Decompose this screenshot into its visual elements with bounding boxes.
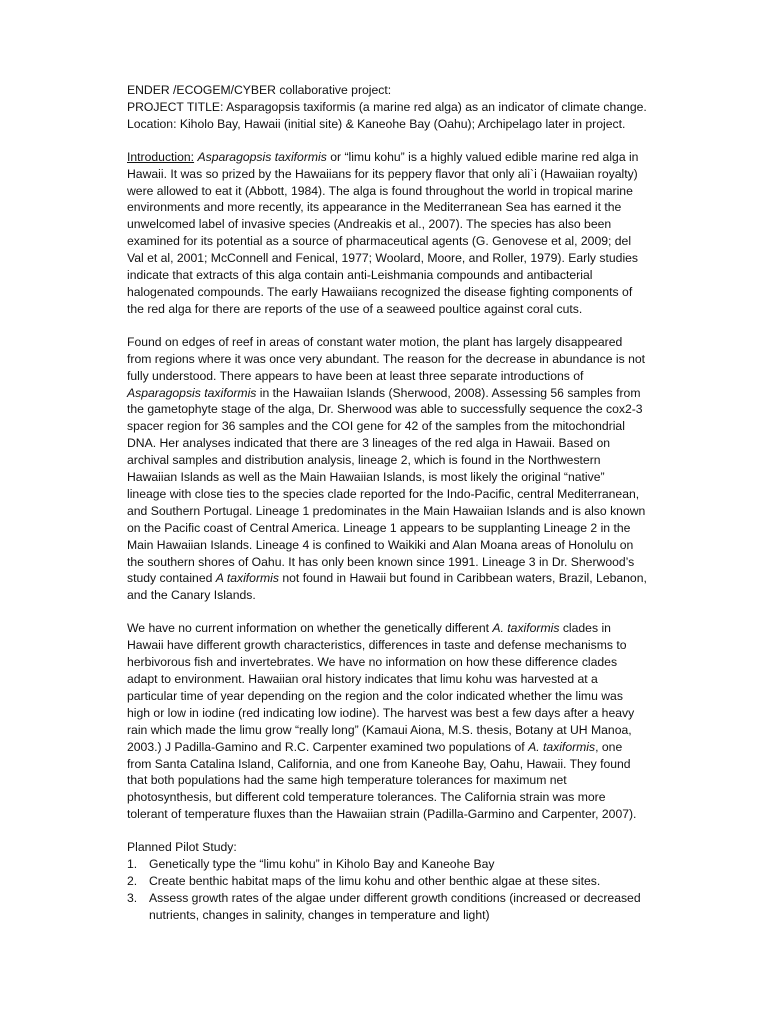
paragraph-text: We have no current information on whether the genetically different — [127, 621, 493, 636]
list-item — [127, 873, 647, 890]
introduction-text: or “limu kohu” is a highly valued edible marine red alga in Hawaii. It was so prized by the Hawaiians for its peppery flavor that only ali`i (Hawaiian royalty) were allowed to eat it (Abbott, 1984). The alga is found throughout the world in tropical marine environments and more recently, its appearance in the Mediterranean Sea has earned it the unwelcomed label of invasive species (Andreakis et al., 2007). The species has also been examined for its potential as a source of pharmaceutical agents (G. Genovese et al, 2009; del Val et al, 2001; McConnell and Fenical, 1977; Woolard, Moore, and Roller, 1979). Early studies indicate that extracts of this alga contain anti-Leishmania compounds and antibacterial halogenated compounds. The early Hawaiians recognized the disease fighting components of the red alga for there are reports of the use of a seaweed poultice against coral cuts. — [127, 149, 639, 316]
species-name: Asparagopsis taxiformis — [197, 149, 327, 164]
clades-paragraph — [127, 620, 647, 823]
paragraph-text: Found on edges of reef in areas of constant water motion, the plant has largely disappeared from regions where it was once very abundant. The reason for the decrease in abundance is not fully understood. There appears to have been at least three separate introductions of — [127, 334, 646, 383]
species-name: Asparagopsis taxiformis — [127, 385, 257, 400]
spacer — [127, 133, 647, 149]
lineage-paragraph — [127, 334, 647, 605]
pilot-study-list — [127, 856, 647, 924]
pilot-study-heading: Planned Pilot Study: — [127, 840, 237, 855]
species-name: A taxiformis — [215, 571, 279, 586]
document-body — [127, 82, 647, 924]
species-name: A. taxiformis — [528, 739, 596, 754]
list-number: 3. — [127, 890, 138, 905]
header-line-1: ENDER /ECOGEM/CYBER collaborative project: — [127, 83, 392, 97]
list-item — [127, 890, 647, 924]
list-item — [127, 856, 647, 873]
spacer — [127, 318, 647, 334]
list-number: 1. — [127, 857, 138, 872]
list-item-text: Create benthic habitat maps of the limu kohu and other benthic algae at these sites. — [149, 873, 601, 888]
list-item-text: Assess growth rates of the algae under different growth conditions (increased or decreased nutrients, changes in salinity, changes in temperature and light) — [149, 890, 641, 922]
paragraph-text: in the Hawaiian Islands (Sherwood, 2008). Assessing 56 samples from the gametophyte stage of the alga, Dr. Sherwood was able to successfully sequence the cox2-3 spacer region for 36 samples and the COI gene for 42 of the samples from the mitochondrial DNA. Her analyses indicated that there are 3 lineages of the red alga in Hawaii. Based on archival samples and distribution analysis, lineage 2, which is found in the Northwestern Hawaiian Islands as well as the Main Hawaiian Islands, is most likely the original “native” lineage with close ties to the species clade reported for the Indo-Pacific, central Mediterranean, and Southern Portugal. Lineage 1 predominates in the Main Hawaiian Islands and is also known on the Pacific coast of Central America. Lineage 1 appears to be supplanting Lineage 2 in the Main Hawaiian Islands. Lineage 4 is confined to Waikiki and Alan Moana areas of Honolulu on the southern shores of Oahu. It has only been known since 1991. Lineage 3 in Dr. Sherwood’s study contained — [127, 385, 646, 586]
list-number: 2. — [127, 873, 138, 888]
paragraph-text: clades in Hawaii have different growth characteristics, differences in taste and defense mechanisms to herbivorous fish and invertebrates. We have no information on how these difference clades adapt to environment. Hawaiian oral history indicates that limu kohu was harvested at a particular time of year depending on the region and the color indicated whether the limu was high or low in iodine (red indicating low iodine). The harvest was best a few days after a heavy rain which made the limu grow “really long” (Kamaui Aiona, M.S. thesis, Botany at UH Manoa, 2003.) J Padilla-Gamino and R.C. Carpenter examined two populations of — [127, 621, 635, 754]
list-item-text: Genetically type the “limu kohu” in Kiholo Bay and Kaneohe Bay — [149, 857, 495, 872]
paragraph-text: not found in Hawaii but found in Caribbean waters, Brazil, Lebanon, and the Canary Islands. — [127, 571, 647, 603]
project-title: PROJECT TITLE: Asparagopsis taxiformis (a marine red alga) as an indicator of climate change. — [127, 99, 647, 114]
introduction-paragraph — [127, 149, 647, 318]
paragraph-text: , one from Santa Catalina Island, California, and one from Kaneohe Bay, Oahu, Hawaii. They found that both populations had the same high temperature tolerances for maximum net photosynthesis, but different cold temperature tolerances. The California strain was more tolerant of temperature fluxes than the Hawaiian strain (Padilla-Garmino and Carpenter, 2007). — [127, 739, 637, 822]
introduction-heading: Introduction: — [127, 149, 195, 164]
spacer — [127, 604, 647, 620]
spacer — [127, 823, 647, 839]
project-location: Location: Kiholo Bay, Hawaii (initial site) & Kaneohe Bay (Oahu); Archipelago later in project. — [127, 116, 626, 131]
species-name: A. taxiformis — [492, 621, 560, 636]
